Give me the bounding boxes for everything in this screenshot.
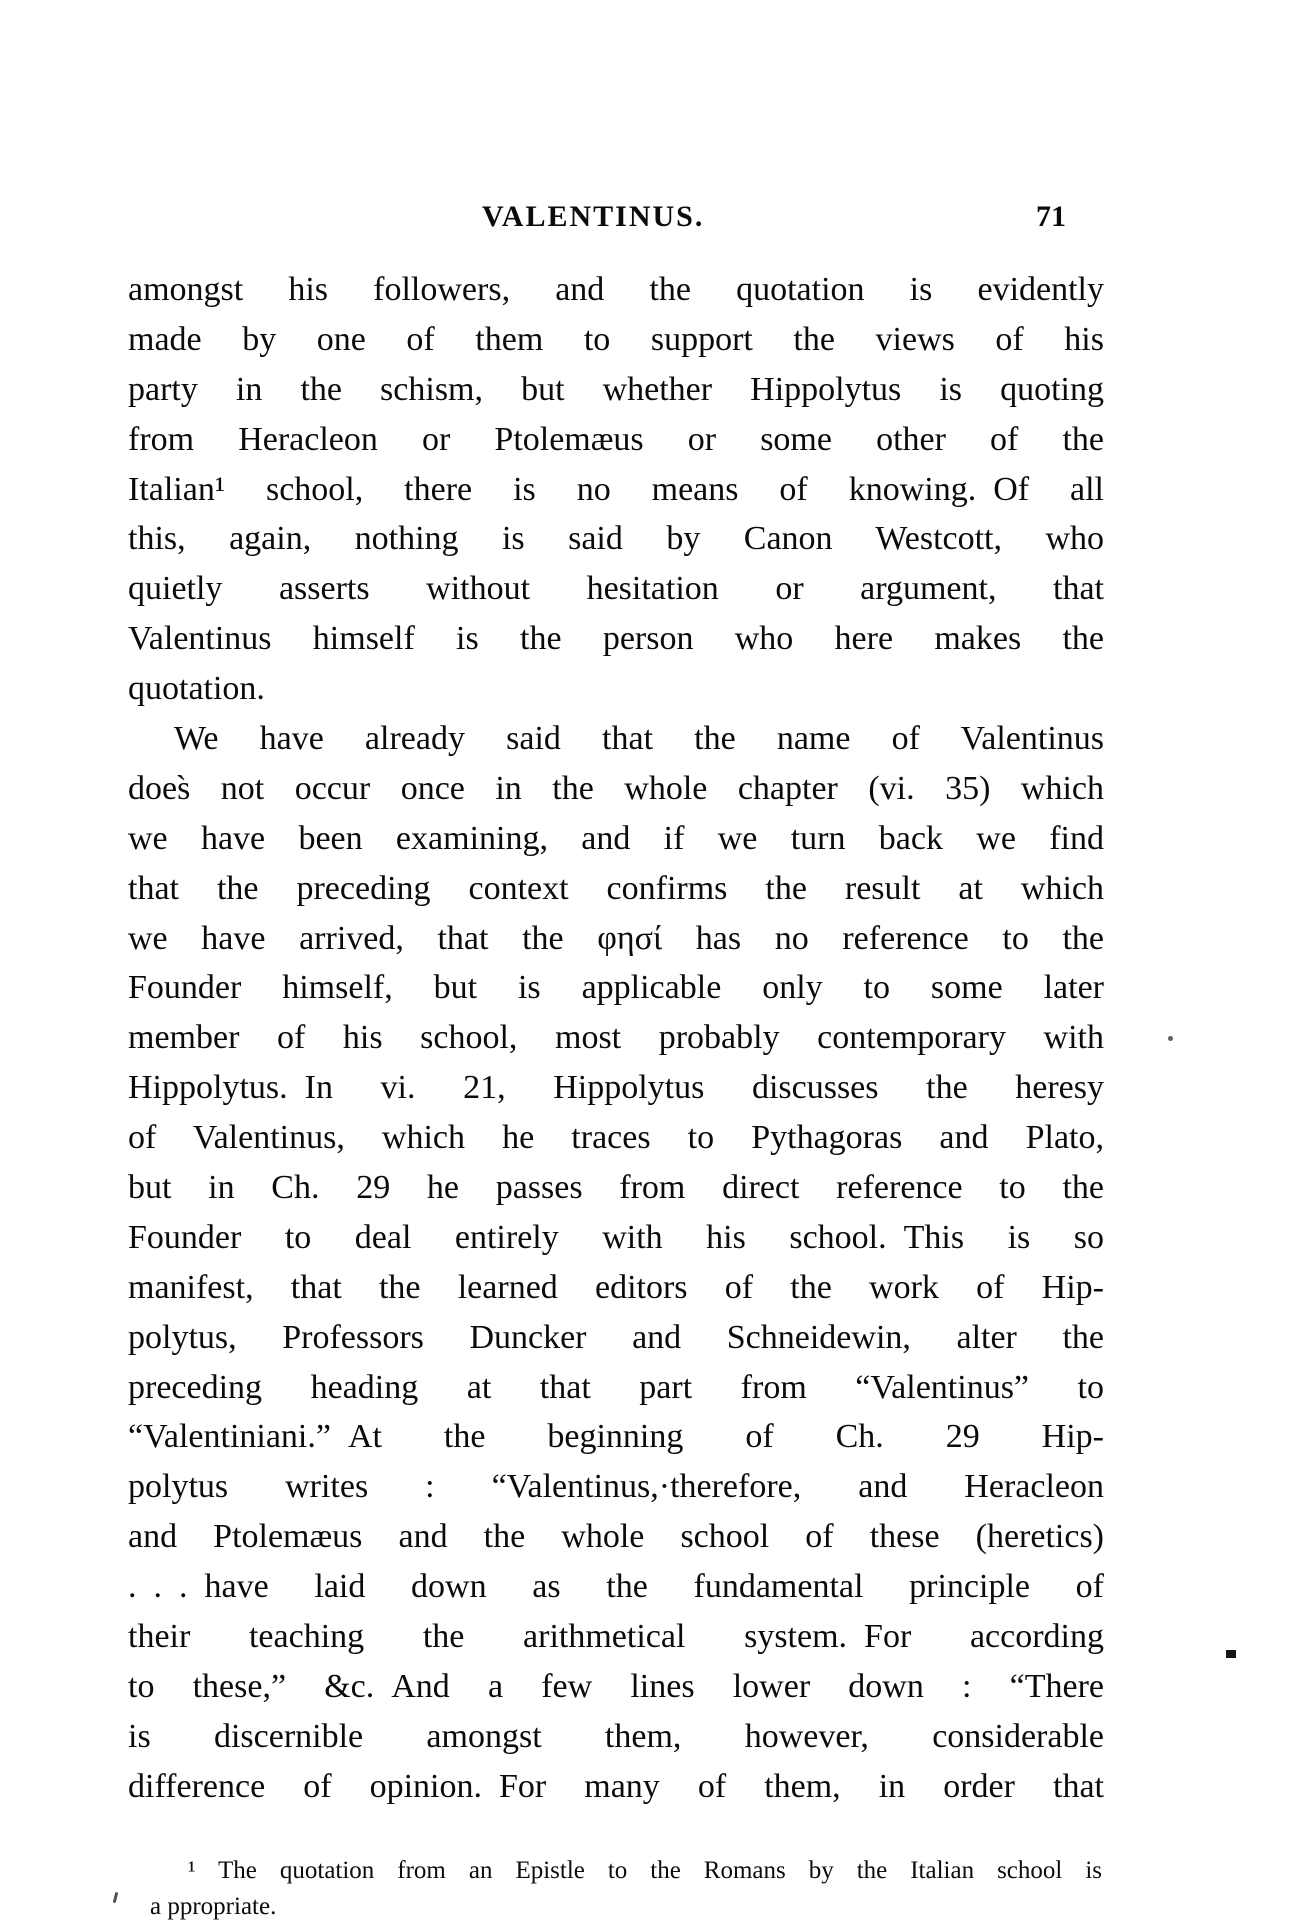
- text-line: Founder himself, but is applicable only to some later: [128, 969, 1104, 1007]
- page-number: 71: [1036, 200, 1066, 233]
- text-line: manifest, that the learned editors of the work of Hip-: [128, 1268, 1104, 1306]
- running-header-title: VALENTINUS.: [482, 200, 705, 233]
- text-line: their teaching the arithmetical system. For according: [128, 1618, 1104, 1656]
- text-line: is discernible amongst them, however, considerable: [128, 1717, 1104, 1755]
- text-line-paragraph-start: We have already said that the name of Valentinus: [174, 720, 1104, 758]
- footnote-line: ¹ The quotation from an Epistle to the Romans by the Italian school is: [188, 1857, 1102, 1884]
- text-line: amongst his followers, and the quotation is evidently: [128, 271, 1104, 308]
- text-line: and Ptolemæus and the whole school of these (heretics): [128, 1518, 1104, 1556]
- text-line: Valentinus himself is the person who here makes the: [128, 620, 1104, 658]
- text-line: Italian¹ school, there is no means of knowing. Of all: [128, 470, 1104, 508]
- text-line: from Heracleon or Ptolemæus or some other of the: [128, 420, 1104, 458]
- text-line: Founder to deal entirely with his school. This is so: [128, 1218, 1104, 1256]
- text-line: party in the schism, but whether Hippolytus is quoting: [128, 370, 1104, 408]
- text-line: we have arrived, that the φησί has no reference to the: [128, 919, 1104, 957]
- footnote: [150, 1853, 1102, 1925]
- text-line: polytus writes : “Valentinus,·therefore, and Heracleon: [128, 1468, 1104, 1506]
- text-line: difference of opinion. For many of them, in order that: [128, 1767, 1104, 1805]
- text-line: that the preceding context confirms the result at which: [128, 869, 1104, 907]
- scan-speck-dot: [1168, 1036, 1173, 1041]
- text-line: we have been examining, and if we turn back we find: [128, 819, 1104, 857]
- footnote-line: a ppropriate.: [150, 1893, 277, 1920]
- text-line: Hippolytus. In vi. 21, Hippolytus discusses the heresy: [128, 1069, 1104, 1107]
- text-line: but in Ch. 29 he passes from direct reference to the: [128, 1169, 1104, 1207]
- text-line: to these,” &c. And a few lines lower down : “There: [128, 1667, 1104, 1705]
- text-line: of Valentinus, which he traces to Pythagoras and Plato,: [128, 1119, 1104, 1157]
- text-line: made by one of them to support the views of his: [128, 320, 1104, 358]
- text-line: . . . have laid down as the fundamental principle of: [128, 1568, 1104, 1606]
- text-line: member of his school, most probably contemporary with: [128, 1019, 1104, 1057]
- text-line: polytus, Professors Duncker and Schneidewin, alter the: [128, 1318, 1104, 1356]
- text-line-paragraph-end: quotation.: [128, 670, 265, 708]
- text-line: “Valentiniani.” At the beginning of Ch. 29 Hip-: [128, 1418, 1104, 1456]
- text-line: does̀ not occur once in the whole chapter (vi. 35) which: [128, 769, 1104, 807]
- scan-speck-rect: [1226, 1650, 1236, 1658]
- page-body-text: [128, 265, 1104, 1812]
- text-line: preceding heading at that part from “Valentinus” to: [128, 1368, 1104, 1406]
- text-line: this, again, nothing is said by Canon Westcott, who: [128, 520, 1104, 558]
- text-line: quietly asserts without hesitation or argument, that: [128, 570, 1104, 608]
- scan-speck-mark: [113, 1892, 119, 1903]
